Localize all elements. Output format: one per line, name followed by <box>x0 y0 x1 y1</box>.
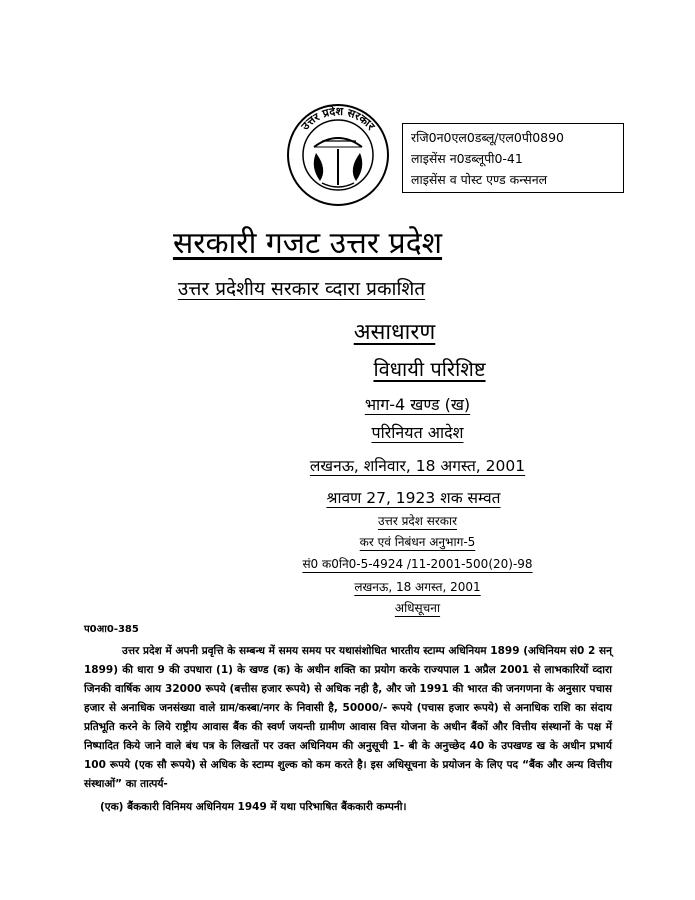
registration-box <box>402 123 624 193</box>
notification-body: उत्तर प्रदेश में अपनी प्रवृत्ति के सम्बन्ध में समय समय पर यथासंशोधित भारतीय स्टाम्प अधिनियम 1899 (अधिनियम सं0 2 सन् 1899) की धारा 9 की उपधारा (1) के खण्ड (क) के अधीन शक्ति का प्रयोग करके राज्यपाल 1 अप्रैल 2001 से लाभकारियों व्दारा जिनकी वार्षिक आय 32000 रूपये (बत्तीस हजार रूपये) से अधिक नही है, और जो 1991 की भारत की जनगणना के अनुसार पचास हजार से अनाधिक जनसंख्या वाले ग्राम/कस्बा/नगर के निवासी है, 50000/- रूपये (पचास हजार रूपये) से अनाधिक राशि का संदाय प्रतिभूति करने के लिये राष्ट्रीय आवास बैंक की स्वर्ण जयन्ती ग्रामीण आवास वित्त योजना के अधीन बैंकों और वित्तीय संस्थानों के पक्ष में निष्पादित किये जाने वाले बंध पत्र के लिखतों पर उक्त अधिनियम की अनुसूची 1- बी के अनुच्छेद 40 के उपखण्ड ख के अधीन प्रभार्य 100 रूपये (एक सौ रूपये) से अधिक के स्टाम्प शुल्क को कम करते है। इस अधिसूचना के प्रयोजन के लिए पद “बैंक और अन्य वित्तीय संस्थाओं” का तात्पर्य- <box>84 645 612 790</box>
notification-heading: अधिसूचना <box>394 601 441 615</box>
saka-date: श्रावण 27, 1923 शक सम्वत <box>326 489 501 507</box>
publication-date: लखनऊ, शनिवार, 18 अगस्त, 2001 <box>309 457 526 475</box>
issuer-department: कर एवं निबंधन अनुभाग-5 <box>359 535 476 549</box>
extraordinary-label: असाधारण <box>353 320 436 345</box>
issuer-government: उत्तर प्रदेश सरकार <box>377 514 458 528</box>
gazette-subtitle: उत्तर प्रदेशीय सरकार व्दारा प्रकाशित <box>177 278 426 300</box>
up-government-emblem-icon <box>286 103 390 207</box>
svg-text:उत्तर प्रदेश सरकार <box>298 104 378 133</box>
issuer-place-date: लखनऊ, 18 अगस्त, 2001 <box>354 580 481 594</box>
license-number: लाइसेंस न0डब्लूपी0-41 <box>411 151 523 166</box>
registration-number: रजि0न0एल0डब्लू/एल0पी0890 <box>411 130 565 145</box>
supplement-label: विधायी परिशिष्ट <box>373 357 486 381</box>
order-type-label: परिनियत आदेश <box>371 423 464 442</box>
reference-number: प0आ0-385 <box>84 624 139 635</box>
gazette-title: सरकारी गजट उत्तर प्रदेश <box>172 226 443 261</box>
definition-item-one: (एक) बैंककारी विनिमय अधिनियम 1949 में यथा परिभाषित बैंककारी कम्पनी। <box>100 801 407 813</box>
notification-number: सं0 क0नि0-5-4924 /11-2001-500(20)-98 <box>302 557 533 571</box>
emblem-ring-text: उत्तर प्रदेश सरकार <box>298 104 378 133</box>
postal-license: लाइसेंस व पोस्ट एण्ड कन्सनल <box>411 172 548 187</box>
part-label: भाग-4 खण्ड (ख) <box>364 395 471 414</box>
